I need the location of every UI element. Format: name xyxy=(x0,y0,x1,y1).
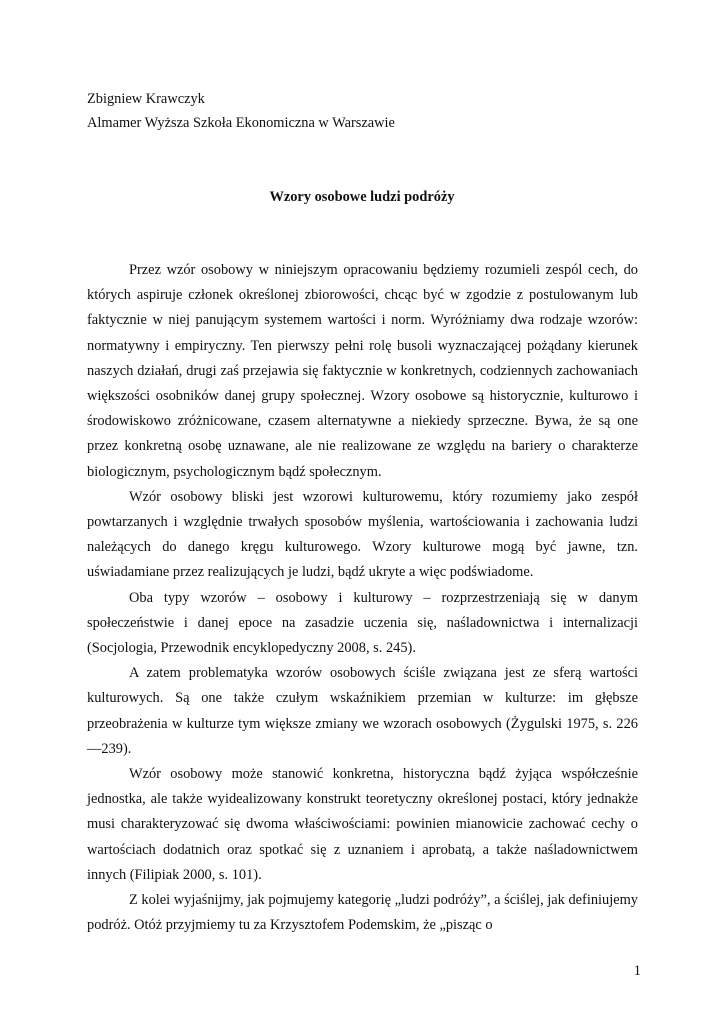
author-block xyxy=(87,87,395,135)
author-institution: Almamer Wyższa Szkoła Ekonomiczna w Warszawie xyxy=(87,115,395,131)
paragraph: Przez wzór osobowy w niniejszym opracowaniu będziemy rozumieli zespól cech, do których aspiruje członek określonej zbiorowości, chcąc być w zgodzie z postulowanym lub faktycznie w niej panującym systemem wartości i norm. Wyróżniamy dwa rodzaje wzorów: normatywny i empiryczny. Ten pierwszy pełni rolę busoli wyznaczającej pożądany kierunek naszych działań, drugi zaś przejawia się faktycznie w konkretnych, codziennych zachowaniach większości osobników danej grupy społecznej. Wzory osobowe są historycznie, kulturowo i środowiskowo zróżnicowane, czasem alternatywne a niekiedy sprzeczne. Bywa, że są one przez konkretną osobę uznawane, ale nie realizowane ze względu na bariery o charakterze biologicznym, psychologicznym bądź społecznym. xyxy=(87,262,638,480)
document-body xyxy=(87,258,638,938)
document-title: Wzory osobowe ludzi podróży xyxy=(269,189,455,205)
page-number: 1 xyxy=(633,963,641,979)
paragraph: Oba typy wzorów – osobowy i kulturowy – rozprzestrzeniają się w danym społeczeństwie i danej epoce na zasadzie uczenia się, naśladownictwa i internalizacji (Socjologia, Przewodnik encyklopedyczny 2008, s. 245). xyxy=(87,589,638,657)
paragraph: A zatem problematyka wzorów osobowych ściśle związana jest ze sferą wartości kulturowych. Są one także czułym wskaźnikiem przemian w kulturze: im głębsze przeobrażenia w kulturze tym większe zmiany we wzorach osobowych (Żygulski 1975, s. 226—239). xyxy=(87,665,638,757)
paragraph: Wzór osobowy może stanowić konkretna, historyczna bądź żyjąca współcześnie jednostka, ale także wyidealizowany konstrukt teoretyczny określonej postaci, który jednakże musi charakteryzować się dwoma właściwościami: powinien mianowicie zachować cechy o wartościach dodatnich oraz spotkać się z uznaniem i aprobatą, a także naśladownictwem innych (Filipiak 2000, s. 101). xyxy=(87,766,638,883)
paragraph: Z kolei wyjaśnijmy, jak pojmujemy kategorię „ludzi podróży”, a ściślej, jak definiujemy podróż. Otóż przyjmiemy tu za Krzysztofem Podemskim, że „pisząc o xyxy=(87,892,638,934)
author-name: Zbigniew Krawczyk xyxy=(87,91,205,107)
paragraph: Wzór osobowy bliski jest wzorowi kulturowemu, który rozumiemy jako zespół powtarzanych i względnie trwałych sposobów myślenia, wartościowania i zachowania ludzi należących do danego kręgu kulturowego. Wzory kulturowe mogą być jawne, tzn. uświadamiane przez realizujących je ludzi, bądź ukryte a więc podświadome. xyxy=(87,488,638,581)
